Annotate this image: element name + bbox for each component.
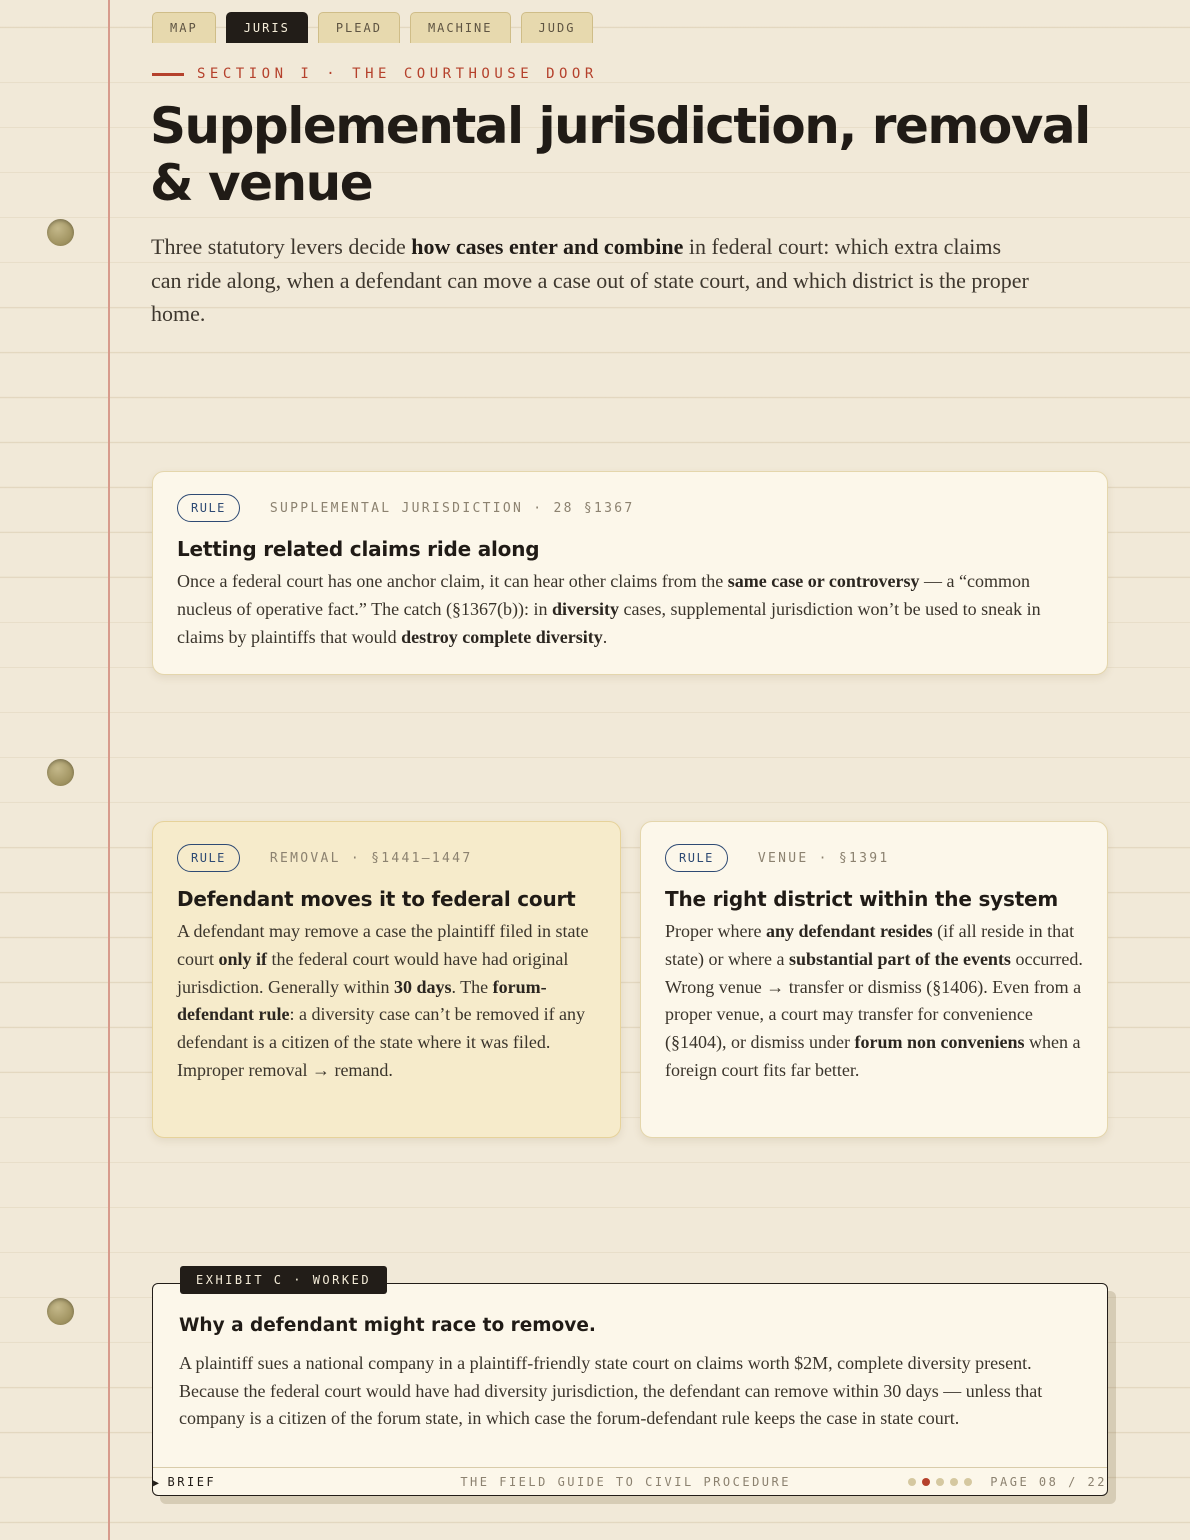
tab-machine[interactable]: MACHINE <box>410 12 511 43</box>
eyebrow-rule <box>152 73 184 76</box>
page-dots <box>908 1478 972 1486</box>
page-footer <box>153 1467 1107 1496</box>
rule-badge: RULE <box>665 844 728 872</box>
card-venue <box>640 821 1108 1138</box>
tab-judg[interactable]: JUDG <box>521 12 594 43</box>
page-dot[interactable] <box>922 1478 930 1486</box>
card-title: Defendant moves it to federal court <box>177 887 576 911</box>
rule-badge: RULE <box>177 844 240 872</box>
section-eyebrow <box>152 66 598 82</box>
tab-juris[interactable]: JURIS <box>226 12 308 43</box>
margin-rule <box>108 0 110 1540</box>
card-header <box>177 844 596 872</box>
card-supplemental-jurisdiction <box>152 471 1108 675</box>
page-dot[interactable] <box>936 1478 944 1486</box>
section-tabs <box>152 12 593 43</box>
eyebrow-label: SECTION I · THE COURTHOUSE DOOR <box>197 66 598 82</box>
card-removal <box>152 821 621 1138</box>
binder-hole <box>47 759 74 786</box>
guide-title: THE FIELD GUIDE TO CIVIL PROCEDURE <box>460 1475 791 1489</box>
exhibit-title: Why a defendant might race to remove. <box>179 1315 596 1336</box>
brief-label: BRIEF <box>167 1475 217 1489</box>
card-title: The right district within the system <box>665 887 1059 911</box>
lede-emphasis: how cases enter and combine <box>411 234 684 259</box>
lede-paragraph: Three statutory levers decide how cases enter and combine in federal court: which extra claims can ride along, when a defendant can move a case out of state court, and which district is the proper home. <box>151 234 1029 326</box>
brief-link[interactable] <box>153 1475 383 1489</box>
play-arrow-icon: ▶ <box>153 1478 162 1489</box>
page-dot[interactable] <box>964 1478 972 1486</box>
exhibit-worked-example <box>152 1273 1108 1496</box>
binder-hole <box>47 219 74 246</box>
card-header <box>177 494 1083 522</box>
card-body: Proper where any defendant resides (if all reside in that state) or where a substantial part of the events occurred. Wrong venue → transfer or dismiss (§1406). Even from a proper venue, a court may transfer for convenience (§1404), or dismiss under forum non conveniens when a foreign court fits far better. <box>665 921 1083 1080</box>
card-body: Once a federal court has one anchor claim, it can hear other claims from the same case or controversy — a “common nucleus of operative fact.” The catch (§1367(b)): in diversity cases, supplemental jurisdiction won’t be used to sneak in claims by plaintiffs that would destroy complete diversity. <box>177 571 1041 647</box>
page-dot[interactable] <box>908 1478 916 1486</box>
tab-map[interactable]: MAP <box>152 12 216 43</box>
card-title: Letting related claims ride along <box>177 537 540 561</box>
card-meta: REMOVAL · §1441–1447 <box>269 850 473 866</box>
exhibit-body: A plaintiff sues a national company in a plaintiff-friendly state court on claims worth $2M, complete diversity present. Because the federal court would have had diversity jurisdiction, the defendant can remove within 30 days — unless that company is a citizen of the forum state, in which case the forum-defendant rule keeps the case in state court. <box>179 1353 1043 1429</box>
exhibit-tag: EXHIBIT C · WORKED <box>180 1266 387 1294</box>
card-body: A defendant may remove a case the plaintiff filed in state court only if the federal court would have had original jurisdiction. Generally within 30 days. The forum-defendant rule: a diversity case can’t be removed if any defendant is a citizen of the state where it was filed. Improper removal → remand. <box>177 921 589 1080</box>
page-title: Supplemental jurisdiction, removal & venue <box>150 97 1090 212</box>
tab-plead[interactable]: PLEAD <box>318 12 400 43</box>
rule-badge: RULE <box>177 494 240 522</box>
card-meta: VENUE · §1391 <box>757 850 890 866</box>
page-counter: PAGE 08 / 22 <box>990 1475 1107 1489</box>
page-dot[interactable] <box>950 1478 958 1486</box>
card-header <box>665 844 1083 872</box>
binder-hole <box>47 1298 74 1325</box>
card-meta: SUPPLEMENTAL JURISDICTION · 28 §1367 <box>269 500 635 516</box>
